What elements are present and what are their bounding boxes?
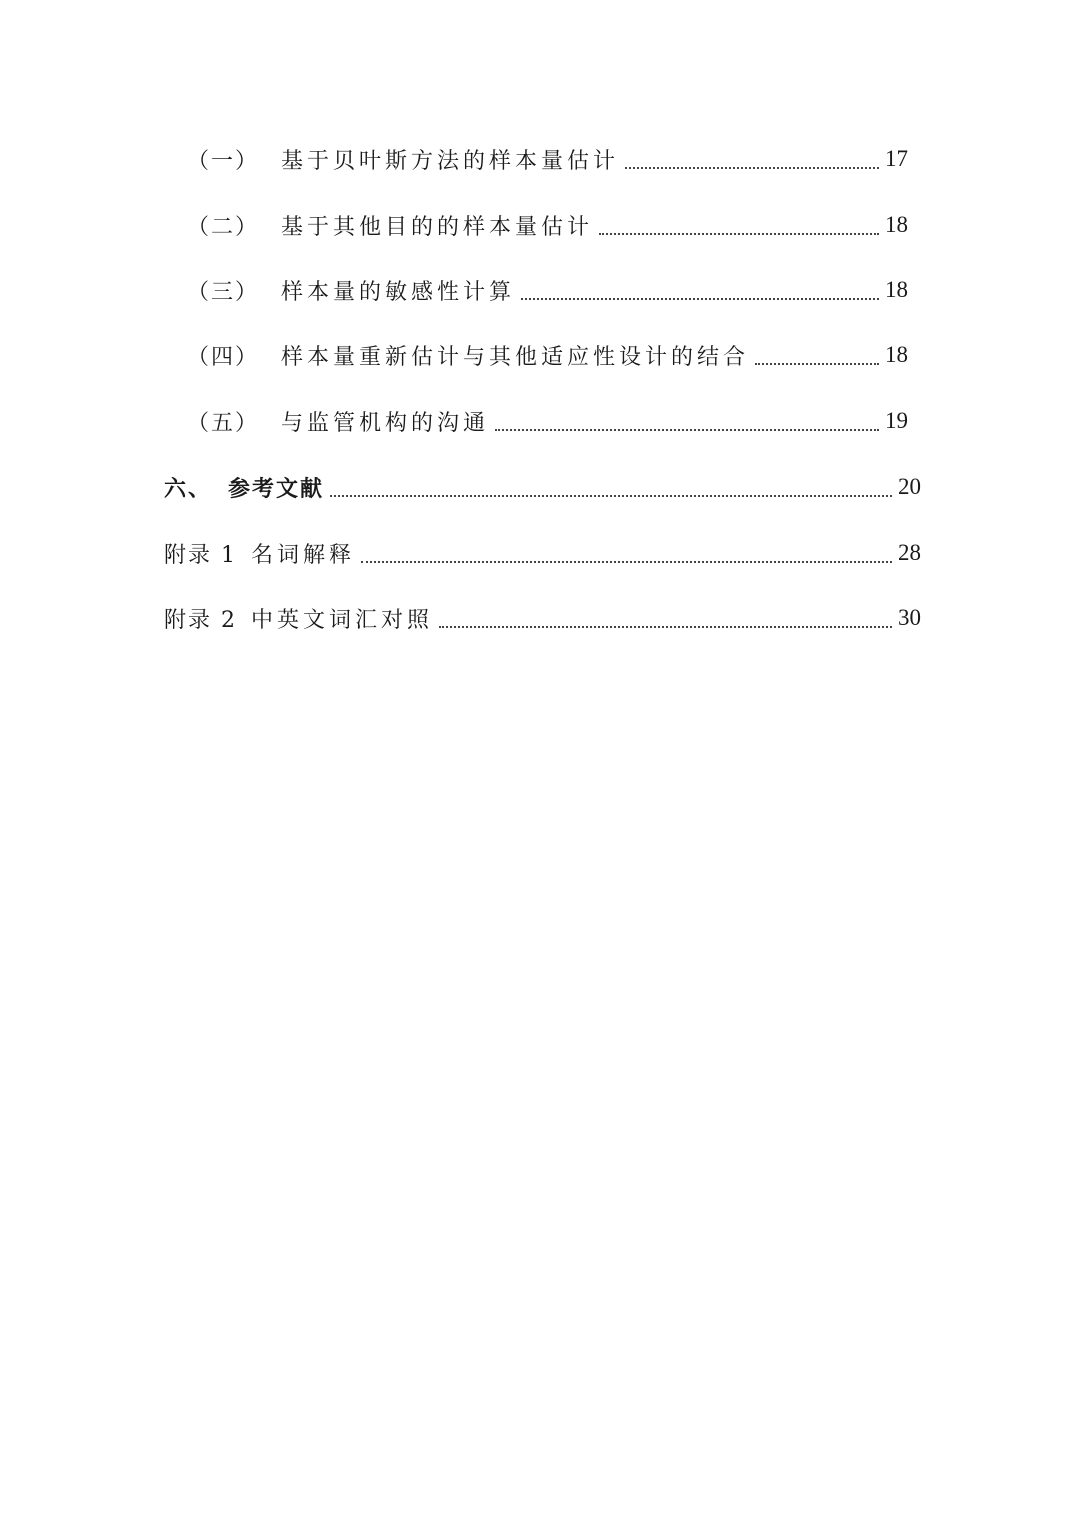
toc-entry-title: 样本量的敏感性计算 <box>281 279 516 305</box>
toc-entry-page: 18 <box>885 342 908 367</box>
toc-entry-title: 名词解释 <box>251 542 356 568</box>
dot-leader <box>755 363 879 365</box>
toc-entry-page: 17 <box>885 146 908 171</box>
toc-entry-title: 样本量重新估计与其他适应性设计的结合 <box>281 344 750 370</box>
toc-entry-references[interactable] <box>164 467 921 507</box>
toc-entry-number: 六、 <box>164 475 213 502</box>
toc-entry-subsection-1[interactable] <box>187 139 908 179</box>
dot-leader <box>599 233 879 235</box>
toc-entry-title: 参考文献 <box>228 475 325 502</box>
toc-entry-title: 基于其他目的的样本量估计 <box>281 214 594 240</box>
toc-entry-subsection-5[interactable] <box>187 401 908 441</box>
toc-entry-number: （三） <box>187 279 260 305</box>
toc-entry-number: （二） <box>187 214 260 240</box>
toc-entry-appendix-2[interactable] <box>164 598 921 638</box>
toc-entry-page: 30 <box>898 605 921 630</box>
toc-entry-subsection-4[interactable] <box>187 335 908 375</box>
toc-entry-number: （一） <box>187 148 260 174</box>
dot-leader <box>625 167 879 169</box>
toc-entry-title: 基于贝叶斯方法的样本量估计 <box>281 148 620 174</box>
dot-leader <box>330 495 892 497</box>
dot-leader <box>361 561 892 563</box>
toc-entry-title: 中英文词汇对照 <box>251 607 434 633</box>
toc-entry-page: 18 <box>885 212 908 237</box>
toc-entry-page: 28 <box>898 540 921 565</box>
toc-entry-page: 18 <box>885 277 908 302</box>
dot-leader <box>439 626 892 628</box>
dot-leader <box>495 429 879 431</box>
toc-entry-subsection-2[interactable] <box>187 205 908 245</box>
toc-entry-number: （四） <box>187 344 260 370</box>
toc-entry-number: 附录 2 <box>164 607 237 633</box>
toc-entry-number: （五） <box>187 410 260 436</box>
dot-leader <box>521 298 879 300</box>
toc-entry-page: 20 <box>898 474 921 499</box>
toc-entry-number: 附录 1 <box>164 542 237 568</box>
toc-entry-title: 与监管机构的沟通 <box>281 410 490 436</box>
toc-entry-appendix-1[interactable] <box>164 533 921 573</box>
toc-entry-page: 19 <box>885 408 908 433</box>
toc-entry-subsection-3[interactable] <box>187 270 908 310</box>
